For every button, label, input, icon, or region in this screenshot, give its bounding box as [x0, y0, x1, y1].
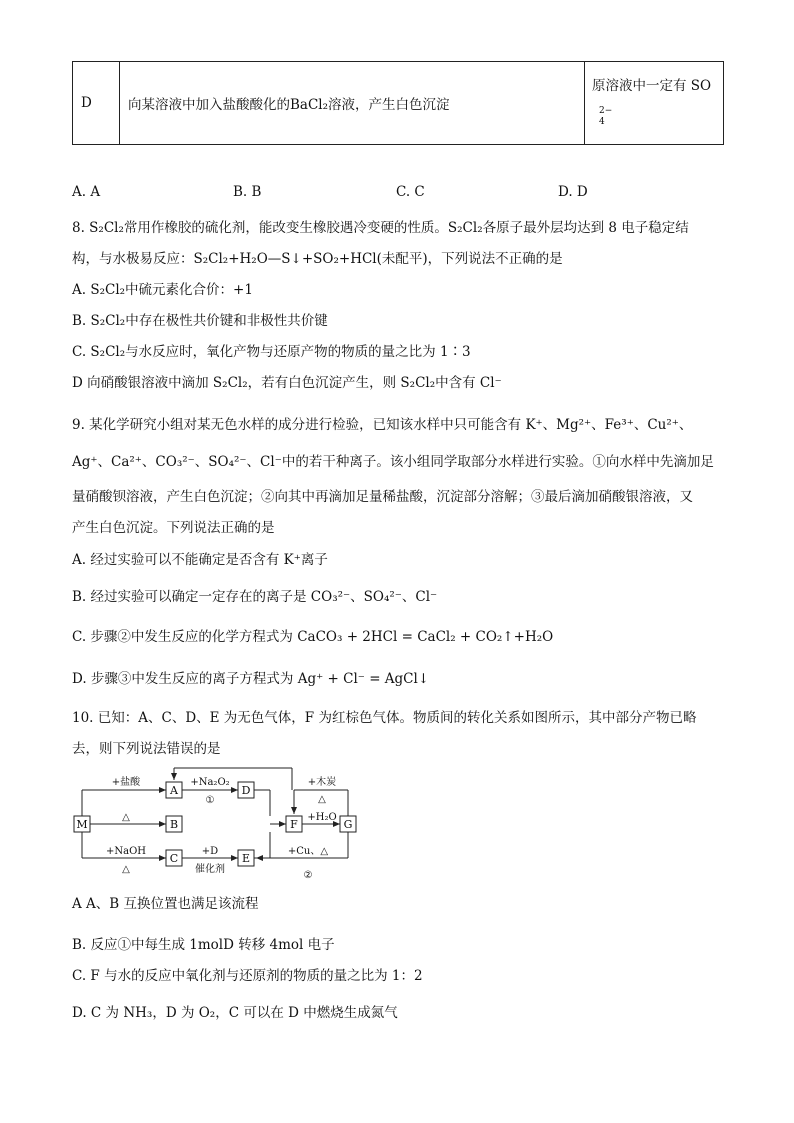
node-m-label: M — [76, 818, 88, 831]
row-conclusion — [585, 62, 724, 145]
q7-option-a: A. A — [72, 184, 101, 200]
node-b-label: B — [169, 818, 179, 831]
label-heat-charcoal: △ — [318, 794, 326, 805]
q9-stem-line-1: 9. 某化学研究小组对某无色水样的成分进行检验，已知该水样中只可能含有 K⁺、Mg²⁺、Fe³⁺、Cu²⁺、 — [72, 417, 693, 433]
node-c-label: C — [169, 852, 179, 865]
node-a-label: A — [170, 784, 178, 797]
label-naoh: +NaOH — [105, 846, 147, 857]
q10-option-d: D. C 为 NH₃，D 为 O₂，C 可以在 D 中燃烧生成氮气 — [72, 1005, 398, 1021]
q10-stem-line-1: 10. 已知：A、C、D、E 为无色气体，F 为红棕色气体。物质间的转化关系如图所示，其中部分产物已略 — [72, 710, 697, 726]
q9-stem-line-3: 量硝酸钡溶液，产生白色沉淀；②向其中再滴加足量稀盐酸，沉淀部分溶解；③最后滴加硝酸银溶液，又 — [72, 489, 693, 505]
conclusion-charge: 2− — [599, 106, 613, 116]
conclusion-text: 原溶液中一定有 SO — [592, 78, 712, 94]
label-heat-mc: △ — [122, 864, 130, 875]
q7-option-b: B. B — [233, 184, 262, 200]
q8-option-d: D 向硝酸银溶液中滴加 S₂Cl₂，若有白色沉淀产生，则 S₂Cl₂中含有 Cl⁻ — [72, 375, 502, 391]
row-letter: D — [73, 62, 120, 145]
q9-option-c: C. 步骤②中发生反应的化学方程式为 CaCO₃ + 2HCl = CaCl₂ + CO₂↑+H₂O — [72, 629, 554, 645]
q10-option-a: A A、B 互换位置也满足该流程 — [72, 896, 259, 912]
row-operation: 向某溶液中加入盐酸酸化的BaCl₂溶液，产生白色沉淀 — [120, 62, 585, 145]
label-na2o2: +Na₂O₂ — [190, 777, 230, 788]
label-reaction-1: ① — [205, 795, 215, 806]
reaction-flow-diagram — [70, 760, 370, 885]
q9-option-b: B. 经过实验可以确定一定存在的离子是 CO₃²⁻、SO₄²⁻、Cl⁻ — [72, 589, 438, 605]
q8-stem-line-1: 8. S₂Cl₂常用作橡胶的硫化剂，能改变生橡胶遇冷变硬的性质。S₂Cl₂各原子最外层均达到 8 电子稳定结 — [72, 220, 689, 236]
q8-option-a: A. S₂Cl₂中硫元素化合价：+1 — [72, 282, 253, 298]
q10-option-c: C. F 与水的反应中氧化剂与还原剂的物质的量之比为 1：2 — [72, 968, 423, 984]
node-e-label: E — [241, 852, 251, 865]
answer-table — [72, 61, 724, 145]
label-plus-d: +D — [201, 846, 219, 857]
node-f-label: F — [290, 818, 298, 831]
q8-option-b: B. S₂Cl₂中存在极性共价键和非极性共价键 — [72, 313, 328, 329]
q10-option-b: B. 反应①中每生成 1molD 转移 4mol 电子 — [72, 937, 335, 953]
node-d-label: D — [241, 784, 251, 797]
q9-option-d: D. 步骤③中发生反应的离子方程式为 Ag⁺ + Cl⁻ = AgCl↓ — [72, 671, 430, 687]
q9-stem-line-4: 产生白色沉淀。下列说法正确的是 — [72, 520, 275, 536]
label-hcl: +盐酸 — [111, 777, 141, 788]
label-reaction-2: ② — [303, 870, 313, 881]
label-cu: +Cu、△ — [287, 846, 329, 857]
q9-option-a: A. 经过实验可以不能确定是否含有 K⁺离子 — [72, 552, 328, 568]
q7-option-c: C. C — [396, 184, 425, 200]
q8-option-c: C. S₂Cl₂与水反应时，氧化产物与还原产物的物质的量之比为 1∶3 — [72, 344, 471, 360]
label-heat-mb: △ — [122, 812, 130, 823]
q10-stem-line-2: 去，则下列说法错误的是 — [72, 741, 221, 757]
conclusion-subscript: 4 — [599, 117, 605, 127]
q7-option-d: D. D — [558, 184, 588, 200]
table-row — [73, 62, 724, 145]
label-charcoal: +木炭 — [307, 777, 337, 788]
label-catalyst: 催化剂 — [195, 864, 225, 875]
node-g-label: G — [343, 818, 353, 831]
q8-stem-line-2: 构，与水极易反应：S₂Cl₂+H₂O—S↓+SO₂+HCl(未配平)，下列说法不正确的是 — [72, 251, 563, 267]
q9-stem-line-2: Ag⁺、Ca²⁺、CO₃²⁻、SO₄²⁻、Cl⁻中的若干种离子。该小组同学取部分水样进行实验。①向水样中先滴加足 — [72, 454, 714, 470]
label-water: +H₂O — [307, 812, 337, 823]
